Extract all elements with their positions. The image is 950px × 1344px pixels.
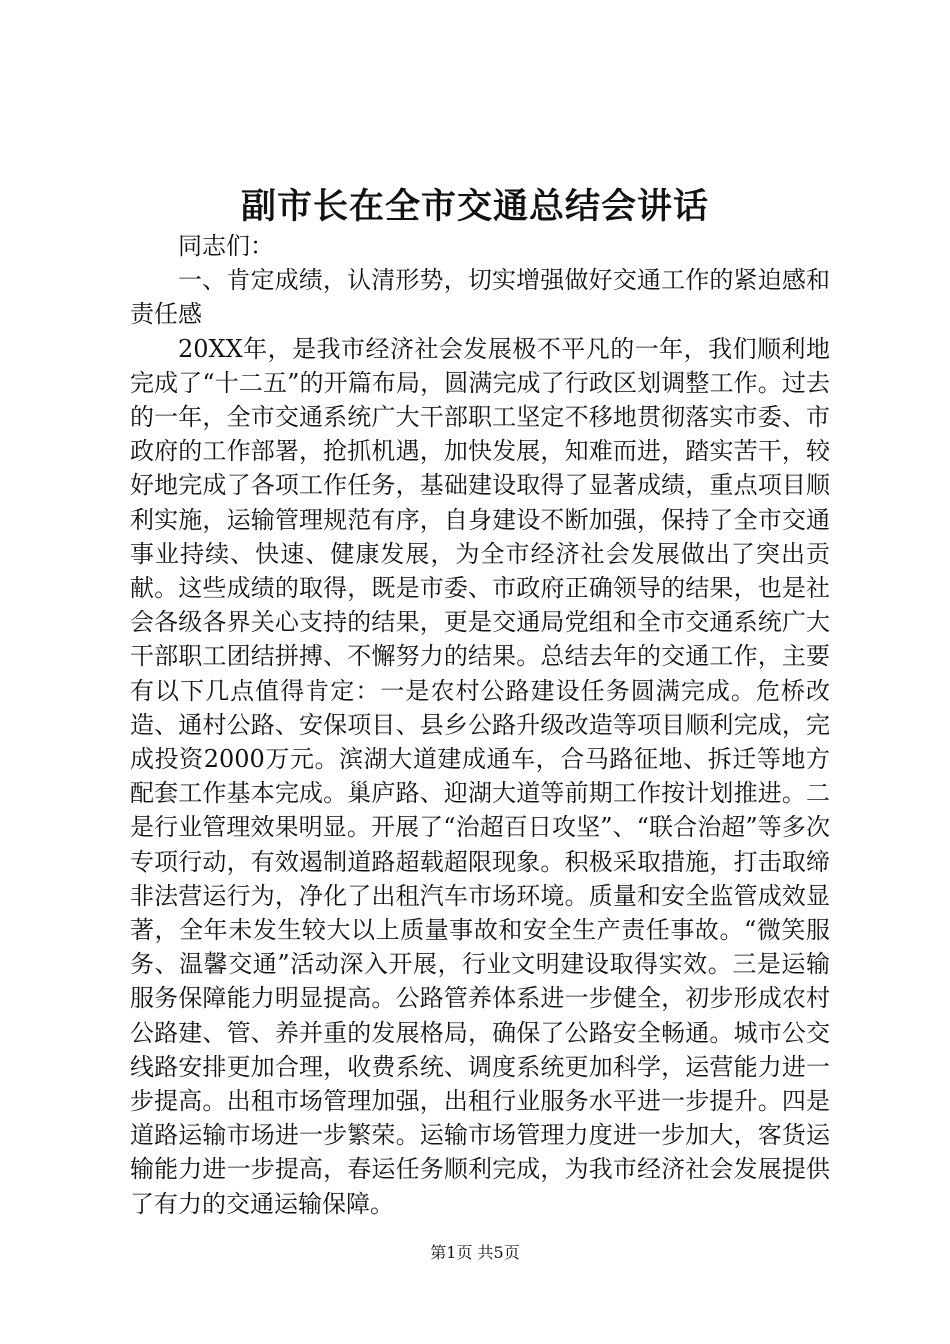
document-title: 副市长在全市交通总结会讲话 bbox=[240, 186, 709, 227]
document-body bbox=[130, 229, 830, 1221]
section-heading: 一、肯定成绩，认清形势，切实增强做好交通工作的紧迫感和责任感 bbox=[130, 266, 830, 329]
page-number-footer: 第1页 共5页 bbox=[430, 1243, 520, 1262]
body-paragraph: 20XX年，是我市经济社会发展极不平凡的一年，我们顺利地完成了“十二五”的开篇布局，圆满完成了行政区划调整工作。过去的一年，全市交通系统广大干部职工坚定不移地贯彻落实市委、市政府的工作部署，抢抓机遇，加快发展，知难而进，踏实苦干，较好地完成了各项工作任务，基础建设取得了显著成绩，重点项目顺利实施，运输管理规范有序，自身建设不断加强，保持了全市交通事业持续、快速、健康发展，为全市经济社会发展做出了突出贡献。这些成绩的取得，既是市委、市政府正确领导的结果，也是社会各级各界关心支持的结果，更是交通局党组和全市交通系统广大干部职工团结拼搏、不懈努力的结果。总结去年的交通工作，主要有以下几点值得肯定：一是农村公路建设任务圆满完成。危桥改造、通村公路、安保项目、县乡公路升级改造等项目顺利完成，完成投资2000万元。滨湖大道建成通车，合马路征地、拆迁等地方配套工作基本完成。巢庐路、迎湖大道等前期工作按计划推进。二是行业管理效果明显。开展了“治超百日攻坚”、“联合治超”等多次专项行动，有效遏制道路超载超限现象。积极采取措施，打击取缔非法营运行为，净化了出租汽车市场环境。质量和安全监管成效显著，全年未发生较大以上质量事故和安全生产责任事故。“微笑服务、温馨交通”活动深入开展，行业文明建设取得实效。三是运输服务保障能力明显提高。公路管养体系进一步健全，初步形成农村公路建、管、养并重的发展格局，确保了公路安全畅通。城市公交线路安排更加合理，收费系统、调度系统更加科学，运营能力进一步提高。出租市场管理加强，出租行业服务水平进一步提升。四是道路运输市场进一步繁荣。运输市场管理力度进一步加大，客货运输能力进一步提高，春运任务顺利完成，为我市经济社会发展提供了有力的交通运输保障。 bbox=[130, 334, 830, 1218]
greeting: 同志们： bbox=[178, 232, 274, 260]
